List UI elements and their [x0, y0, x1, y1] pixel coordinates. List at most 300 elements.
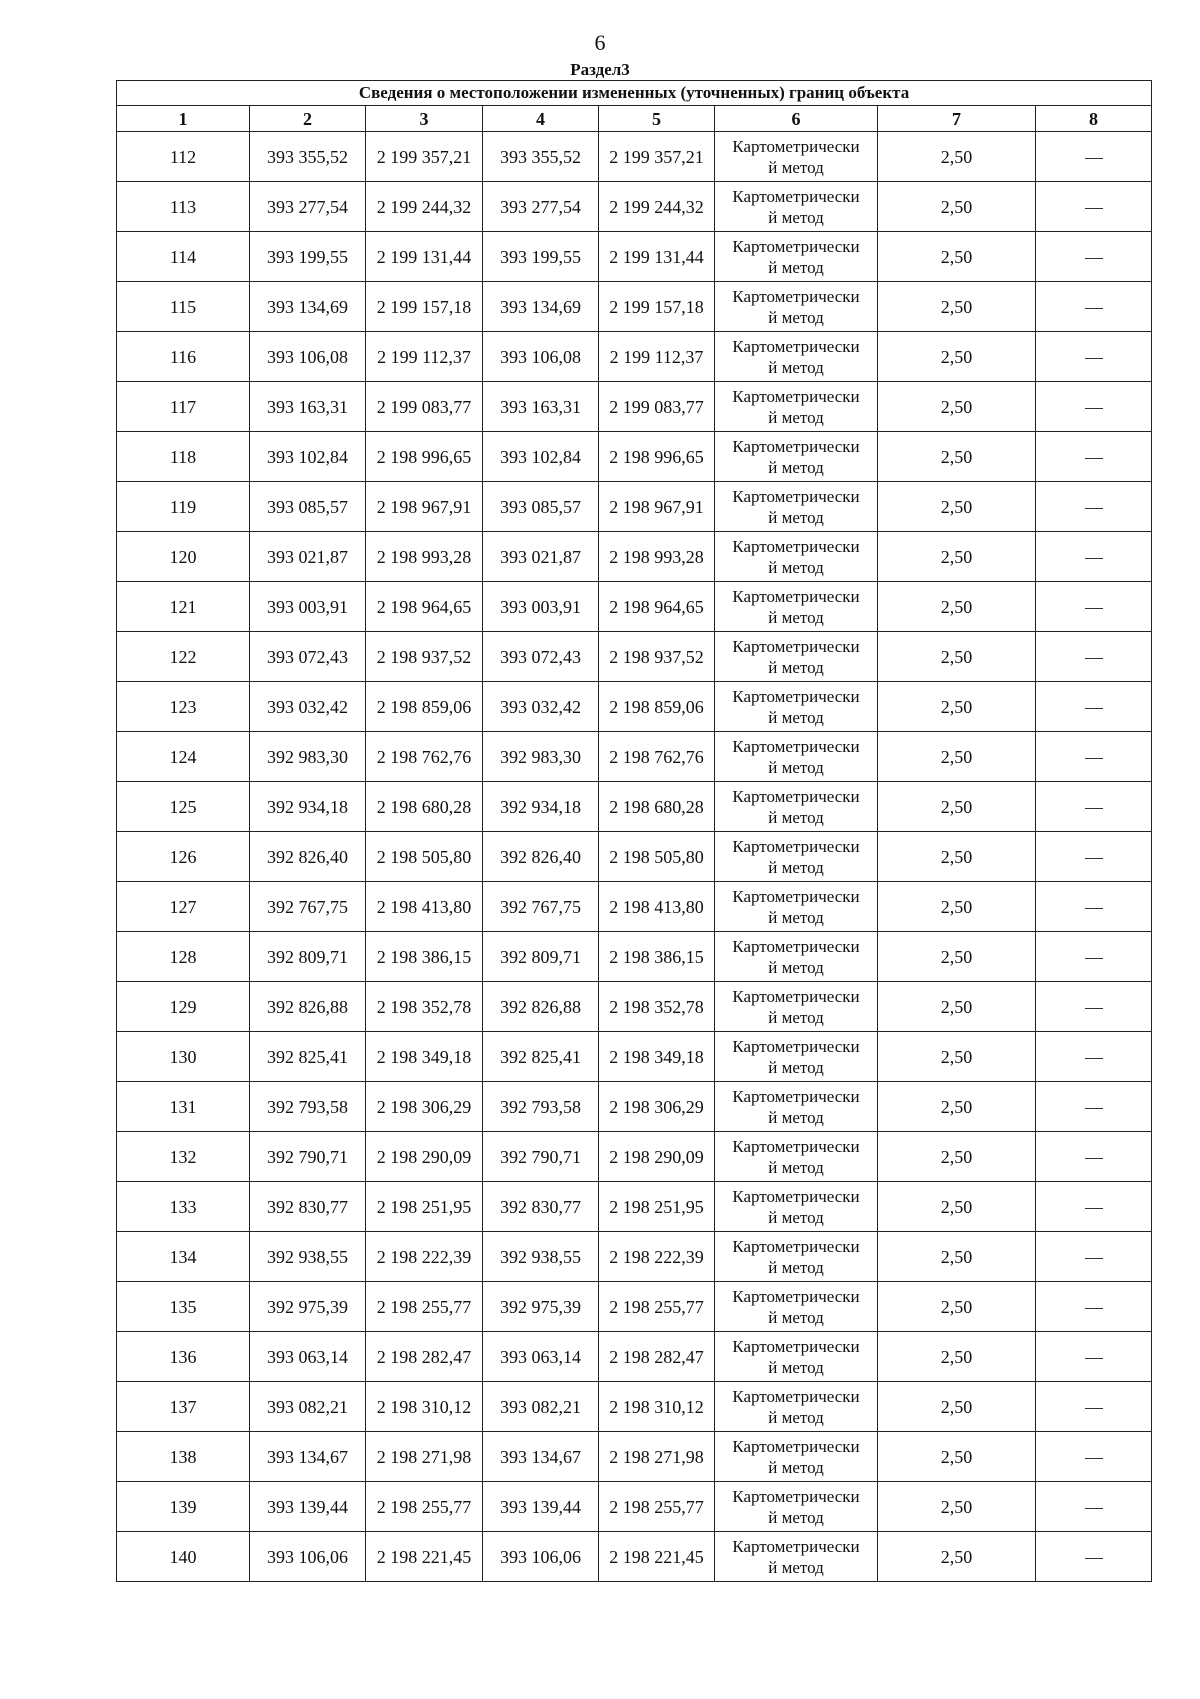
method-line: Картометрически	[732, 1436, 860, 1456]
x-refined-cell: 392 983,30	[483, 732, 599, 782]
note-cell	[1036, 1132, 1152, 1182]
table-row	[117, 132, 1152, 182]
coordinates-table	[116, 80, 1152, 1582]
method-line: Картометрически	[732, 1036, 860, 1056]
x-refined-cell: 392 825,41	[483, 1032, 599, 1082]
table-row	[117, 1432, 1152, 1482]
dash-line	[1085, 408, 1103, 409]
method-line: Картометрически	[732, 1486, 860, 1506]
note-cell	[1036, 732, 1152, 782]
accuracy-cell: 2,50	[878, 732, 1036, 782]
note-cell	[1036, 1382, 1152, 1432]
table-row	[117, 1182, 1152, 1232]
note-cell	[1036, 1482, 1152, 1532]
accuracy-cell: 2,50	[878, 832, 1036, 882]
method-cell	[715, 932, 878, 982]
accuracy-cell: 2,50	[878, 1232, 1036, 1282]
method-line: Картометрически	[732, 186, 860, 206]
point-number-cell: 116	[117, 332, 250, 382]
point-number-cell: 113	[117, 182, 250, 232]
table-row	[117, 932, 1152, 982]
method-line: Картометрически	[732, 1536, 860, 1556]
dash-line	[1085, 658, 1103, 659]
method-line: Картометрически	[732, 536, 860, 556]
x-existing-cell: 393 085,57	[250, 482, 366, 532]
method-line: Картометрически	[732, 336, 860, 356]
y-refined-cell: 2 198 859,06	[599, 682, 715, 732]
y-existing-cell: 2 198 271,98	[366, 1432, 483, 1482]
x-existing-cell: 393 102,84	[250, 432, 366, 482]
method-line: й метод	[768, 1107, 824, 1127]
column-header: 8	[1036, 106, 1152, 132]
x-refined-cell: 392 975,39	[483, 1282, 599, 1332]
x-refined-cell: 392 790,71	[483, 1132, 599, 1182]
point-number-cell: 131	[117, 1082, 250, 1132]
dash-line	[1085, 1158, 1103, 1159]
method-cell	[715, 332, 878, 382]
table-row	[117, 682, 1152, 732]
x-existing-cell: 392 793,58	[250, 1082, 366, 1132]
method-cell	[715, 132, 878, 182]
accuracy-cell: 2,50	[878, 1532, 1036, 1582]
method-cell	[715, 1132, 878, 1182]
table-row	[117, 182, 1152, 232]
x-refined-cell: 392 826,40	[483, 832, 599, 882]
x-existing-cell: 393 355,52	[250, 132, 366, 182]
method-cell	[715, 1432, 878, 1482]
method-cell	[715, 1382, 878, 1432]
method-line: Картометрически	[732, 1386, 860, 1406]
x-existing-cell: 393 106,06	[250, 1532, 366, 1582]
method-cell	[715, 1232, 878, 1282]
table-row	[117, 482, 1152, 532]
y-refined-cell: 2 198 680,28	[599, 782, 715, 832]
x-refined-cell: 393 106,06	[483, 1532, 599, 1582]
method-line: Картометрически	[732, 636, 860, 656]
dash-line	[1085, 608, 1103, 609]
accuracy-cell: 2,50	[878, 1482, 1036, 1532]
accuracy-cell: 2,50	[878, 582, 1036, 632]
x-existing-cell: 393 139,44	[250, 1482, 366, 1532]
x-existing-cell: 392 809,71	[250, 932, 366, 982]
x-existing-cell: 392 983,30	[250, 732, 366, 782]
accuracy-cell: 2,50	[878, 282, 1036, 332]
accuracy-cell: 2,50	[878, 132, 1036, 182]
method-line: Картометрически	[732, 836, 860, 856]
method-line: й метод	[768, 507, 824, 527]
table-row	[117, 832, 1152, 882]
y-existing-cell: 2 198 680,28	[366, 782, 483, 832]
x-refined-cell: 393 199,55	[483, 232, 599, 282]
method-line: й метод	[768, 1407, 824, 1427]
y-refined-cell: 2 199 131,44	[599, 232, 715, 282]
y-existing-cell: 2 199 112,37	[366, 332, 483, 382]
y-existing-cell: 2 198 255,77	[366, 1482, 483, 1532]
point-number-cell: 135	[117, 1282, 250, 1332]
column-header: 2	[250, 106, 366, 132]
method-cell	[715, 882, 878, 932]
method-line: Картометрически	[732, 1086, 860, 1106]
method-line: й метод	[768, 657, 824, 677]
accuracy-cell: 2,50	[878, 432, 1036, 482]
x-existing-cell: 392 825,41	[250, 1032, 366, 1082]
point-number-cell: 120	[117, 532, 250, 582]
method-cell	[715, 432, 878, 482]
x-existing-cell: 393 134,67	[250, 1432, 366, 1482]
dash-line	[1085, 958, 1103, 959]
x-refined-cell: 392 826,88	[483, 982, 599, 1032]
method-line: й метод	[768, 1507, 824, 1527]
accuracy-cell: 2,50	[878, 232, 1036, 282]
x-existing-cell: 393 032,42	[250, 682, 366, 732]
note-cell	[1036, 1182, 1152, 1232]
method-cell	[715, 1032, 878, 1082]
method-line: й метод	[768, 857, 824, 877]
method-cell	[715, 982, 878, 1032]
y-refined-cell: 2 199 157,18	[599, 282, 715, 332]
x-refined-cell: 393 032,42	[483, 682, 599, 732]
table-row	[117, 982, 1152, 1032]
y-existing-cell: 2 198 222,39	[366, 1232, 483, 1282]
method-line: й метод	[768, 807, 824, 827]
point-number-cell: 130	[117, 1032, 250, 1082]
note-cell	[1036, 1532, 1152, 1582]
dash-line	[1085, 1558, 1103, 1559]
method-cell	[715, 732, 878, 782]
y-refined-cell: 2 198 251,95	[599, 1182, 715, 1232]
method-line: й метод	[768, 257, 824, 277]
note-cell	[1036, 832, 1152, 882]
y-refined-cell: 2 199 244,32	[599, 182, 715, 232]
dash-line	[1085, 1458, 1103, 1459]
dash-line	[1085, 1208, 1103, 1209]
x-existing-cell: 393 082,21	[250, 1382, 366, 1432]
accuracy-cell: 2,50	[878, 1382, 1036, 1432]
table-row	[117, 432, 1152, 482]
dash-line	[1085, 1258, 1103, 1259]
dash-line	[1085, 808, 1103, 809]
dash-line	[1085, 1058, 1103, 1059]
y-refined-cell: 2 198 967,91	[599, 482, 715, 532]
y-refined-cell: 2 198 996,65	[599, 432, 715, 482]
x-existing-cell: 393 021,87	[250, 532, 366, 582]
y-refined-cell: 2 198 352,78	[599, 982, 715, 1032]
x-refined-cell: 393 003,91	[483, 582, 599, 632]
method-line: Картометрически	[732, 136, 860, 156]
x-existing-cell: 392 790,71	[250, 1132, 366, 1182]
dash-line	[1085, 1008, 1103, 1009]
point-number-cell: 118	[117, 432, 250, 482]
y-existing-cell: 2 198 349,18	[366, 1032, 483, 1082]
dash-line	[1085, 1108, 1103, 1109]
dash-line	[1085, 208, 1103, 209]
note-cell	[1036, 1082, 1152, 1132]
y-existing-cell: 2 198 386,15	[366, 932, 483, 982]
table-row	[117, 882, 1152, 932]
method-line: й метод	[768, 1257, 824, 1277]
y-refined-cell: 2 199 083,77	[599, 382, 715, 432]
point-number-cell: 112	[117, 132, 250, 182]
y-existing-cell: 2 198 255,77	[366, 1282, 483, 1332]
note-cell	[1036, 1232, 1152, 1282]
method-line: й метод	[768, 157, 824, 177]
table-row	[117, 1532, 1152, 1582]
point-number-cell: 137	[117, 1382, 250, 1432]
y-existing-cell: 2 198 993,28	[366, 532, 483, 582]
dash-line	[1085, 308, 1103, 309]
point-number-cell: 121	[117, 582, 250, 632]
method-line: Картометрически	[732, 1186, 860, 1206]
column-number-row	[117, 106, 1152, 132]
x-existing-cell: 393 063,14	[250, 1332, 366, 1382]
accuracy-cell: 2,50	[878, 382, 1036, 432]
y-existing-cell: 2 199 083,77	[366, 382, 483, 432]
accuracy-cell: 2,50	[878, 982, 1036, 1032]
x-refined-cell: 393 082,21	[483, 1382, 599, 1432]
table-caption: Сведения о местоположении измененных (уточненных) границ объекта	[117, 81, 1152, 106]
y-existing-cell: 2 198 937,52	[366, 632, 483, 682]
method-line: й метод	[768, 557, 824, 577]
method-line: Картометрически	[732, 686, 860, 706]
method-line: Картометрически	[732, 1286, 860, 1306]
y-refined-cell: 2 198 937,52	[599, 632, 715, 682]
method-cell	[715, 632, 878, 682]
note-cell	[1036, 1032, 1152, 1082]
note-cell	[1036, 482, 1152, 532]
note-cell	[1036, 282, 1152, 332]
method-cell	[715, 1282, 878, 1332]
dash-line	[1085, 558, 1103, 559]
table-row	[117, 1332, 1152, 1382]
x-refined-cell: 393 139,44	[483, 1482, 599, 1532]
dash-line	[1085, 358, 1103, 359]
method-line: й метод	[768, 907, 824, 927]
method-cell	[715, 832, 878, 882]
dash-line	[1085, 1308, 1103, 1309]
accuracy-cell: 2,50	[878, 1082, 1036, 1132]
note-cell	[1036, 382, 1152, 432]
method-line: й метод	[768, 1557, 824, 1577]
x-existing-cell: 393 134,69	[250, 282, 366, 332]
dash-line	[1085, 158, 1103, 159]
y-existing-cell: 2 198 859,06	[366, 682, 483, 732]
note-cell	[1036, 1332, 1152, 1382]
dash-line	[1085, 1408, 1103, 1409]
y-existing-cell: 2 198 251,95	[366, 1182, 483, 1232]
point-number-cell: 114	[117, 232, 250, 282]
method-line: Картометрически	[732, 486, 860, 506]
accuracy-cell: 2,50	[878, 532, 1036, 582]
table-row	[117, 332, 1152, 382]
x-existing-cell: 392 826,40	[250, 832, 366, 882]
method-cell	[715, 282, 878, 332]
x-refined-cell: 393 106,08	[483, 332, 599, 382]
accuracy-cell: 2,50	[878, 1432, 1036, 1482]
x-existing-cell: 392 934,18	[250, 782, 366, 832]
section-title: Раздел3	[570, 60, 630, 79]
x-existing-cell: 393 072,43	[250, 632, 366, 682]
note-cell	[1036, 232, 1152, 282]
x-refined-cell: 392 934,18	[483, 782, 599, 832]
column-header: 3	[366, 106, 483, 132]
accuracy-cell: 2,50	[878, 332, 1036, 382]
y-refined-cell: 2 198 964,65	[599, 582, 715, 632]
method-line: й метод	[768, 757, 824, 777]
y-existing-cell: 2 199 131,44	[366, 232, 483, 282]
method-line: Картометрически	[732, 586, 860, 606]
dash-line	[1085, 458, 1103, 459]
method-line: Картометрически	[732, 1136, 860, 1156]
point-number-cell: 127	[117, 882, 250, 932]
method-cell	[715, 1182, 878, 1232]
y-refined-cell: 2 198 271,98	[599, 1432, 715, 1482]
y-existing-cell: 2 198 282,47	[366, 1332, 483, 1382]
y-existing-cell: 2 199 244,32	[366, 182, 483, 232]
x-refined-cell: 393 134,69	[483, 282, 599, 332]
x-refined-cell: 393 355,52	[483, 132, 599, 182]
column-header: 6	[715, 106, 878, 132]
method-cell	[715, 232, 878, 282]
y-existing-cell: 2 199 157,18	[366, 282, 483, 332]
table-row	[117, 382, 1152, 432]
method-cell	[715, 382, 878, 432]
note-cell	[1036, 432, 1152, 482]
y-refined-cell: 2 198 255,77	[599, 1282, 715, 1332]
method-line: Картометрически	[732, 286, 860, 306]
method-cell	[715, 682, 878, 732]
table-row	[117, 1482, 1152, 1532]
column-header: 4	[483, 106, 599, 132]
table-row	[117, 1132, 1152, 1182]
method-cell	[715, 182, 878, 232]
point-number-cell: 124	[117, 732, 250, 782]
point-number-cell: 140	[117, 1532, 250, 1582]
point-number-cell: 136	[117, 1332, 250, 1382]
x-existing-cell: 392 826,88	[250, 982, 366, 1032]
y-refined-cell: 2 198 349,18	[599, 1032, 715, 1082]
method-line: Картометрически	[732, 386, 860, 406]
x-refined-cell: 393 085,57	[483, 482, 599, 532]
method-line: й метод	[768, 307, 824, 327]
method-line: й метод	[768, 207, 824, 227]
method-line: Картометрически	[732, 986, 860, 1006]
page-number: 6	[594, 30, 606, 55]
note-cell	[1036, 982, 1152, 1032]
table-row	[117, 632, 1152, 682]
y-refined-cell: 2 198 290,09	[599, 1132, 715, 1182]
point-number-cell: 125	[117, 782, 250, 832]
accuracy-cell: 2,50	[878, 682, 1036, 732]
point-number-cell: 138	[117, 1432, 250, 1482]
accuracy-cell: 2,50	[878, 1282, 1036, 1332]
x-refined-cell: 393 102,84	[483, 432, 599, 482]
table-row	[117, 732, 1152, 782]
column-header: 1	[117, 106, 250, 132]
point-number-cell: 122	[117, 632, 250, 682]
method-line: Картометрически	[732, 1236, 860, 1256]
y-refined-cell: 2 198 255,77	[599, 1482, 715, 1532]
note-cell	[1036, 782, 1152, 832]
x-refined-cell: 392 767,75	[483, 882, 599, 932]
y-existing-cell: 2 198 967,91	[366, 482, 483, 532]
accuracy-cell: 2,50	[878, 182, 1036, 232]
dash-line	[1085, 258, 1103, 259]
y-refined-cell: 2 199 357,21	[599, 132, 715, 182]
accuracy-cell: 2,50	[878, 932, 1036, 982]
dash-line	[1085, 758, 1103, 759]
x-refined-cell: 393 021,87	[483, 532, 599, 582]
y-existing-cell: 2 199 357,21	[366, 132, 483, 182]
method-line: й метод	[768, 357, 824, 377]
x-existing-cell: 393 277,54	[250, 182, 366, 232]
accuracy-cell: 2,50	[878, 1132, 1036, 1182]
x-refined-cell: 393 063,14	[483, 1332, 599, 1382]
method-line: й метод	[768, 607, 824, 627]
method-line: й метод	[768, 957, 824, 977]
point-number-cell: 119	[117, 482, 250, 532]
y-refined-cell: 2 198 222,39	[599, 1232, 715, 1282]
accuracy-cell: 2,50	[878, 782, 1036, 832]
x-existing-cell: 393 106,08	[250, 332, 366, 382]
y-refined-cell: 2 198 221,45	[599, 1532, 715, 1582]
x-refined-cell: 392 830,77	[483, 1182, 599, 1232]
table-row	[117, 782, 1152, 832]
method-line: Картометрически	[732, 1336, 860, 1356]
y-existing-cell: 2 198 413,80	[366, 882, 483, 932]
accuracy-cell: 2,50	[878, 1332, 1036, 1382]
dash-line	[1085, 858, 1103, 859]
method-line: Картометрически	[732, 736, 860, 756]
method-line: й метод	[768, 457, 824, 477]
x-refined-cell: 393 134,67	[483, 1432, 599, 1482]
y-refined-cell: 2 198 306,29	[599, 1082, 715, 1132]
method-line: Картометрически	[732, 786, 860, 806]
accuracy-cell: 2,50	[878, 482, 1036, 532]
dash-line	[1085, 1508, 1103, 1509]
x-existing-cell: 392 830,77	[250, 1182, 366, 1232]
point-number-cell: 134	[117, 1232, 250, 1282]
y-existing-cell: 2 198 505,80	[366, 832, 483, 882]
table-row	[117, 1032, 1152, 1082]
y-existing-cell: 2 198 310,12	[366, 1382, 483, 1432]
method-line: Картометрически	[732, 886, 860, 906]
y-refined-cell: 2 198 413,80	[599, 882, 715, 932]
table-row	[117, 582, 1152, 632]
note-cell	[1036, 882, 1152, 932]
table-row	[117, 1082, 1152, 1132]
method-line: й метод	[768, 1207, 824, 1227]
point-number-cell: 133	[117, 1182, 250, 1232]
method-line: й метод	[768, 407, 824, 427]
y-refined-cell: 2 198 762,76	[599, 732, 715, 782]
point-number-cell: 129	[117, 982, 250, 1032]
method-cell	[715, 482, 878, 532]
method-line: й метод	[768, 707, 824, 727]
x-existing-cell: 393 199,55	[250, 232, 366, 282]
point-number-cell: 117	[117, 382, 250, 432]
column-header: 5	[599, 106, 715, 132]
y-existing-cell: 2 198 290,09	[366, 1132, 483, 1182]
method-line: й метод	[768, 1157, 824, 1177]
x-refined-cell: 393 277,54	[483, 182, 599, 232]
y-refined-cell: 2 198 505,80	[599, 832, 715, 882]
y-existing-cell: 2 198 964,65	[366, 582, 483, 632]
method-cell	[715, 1082, 878, 1132]
note-cell	[1036, 582, 1152, 632]
x-refined-cell: 392 938,55	[483, 1232, 599, 1282]
note-cell	[1036, 932, 1152, 982]
x-existing-cell: 393 163,31	[250, 382, 366, 432]
